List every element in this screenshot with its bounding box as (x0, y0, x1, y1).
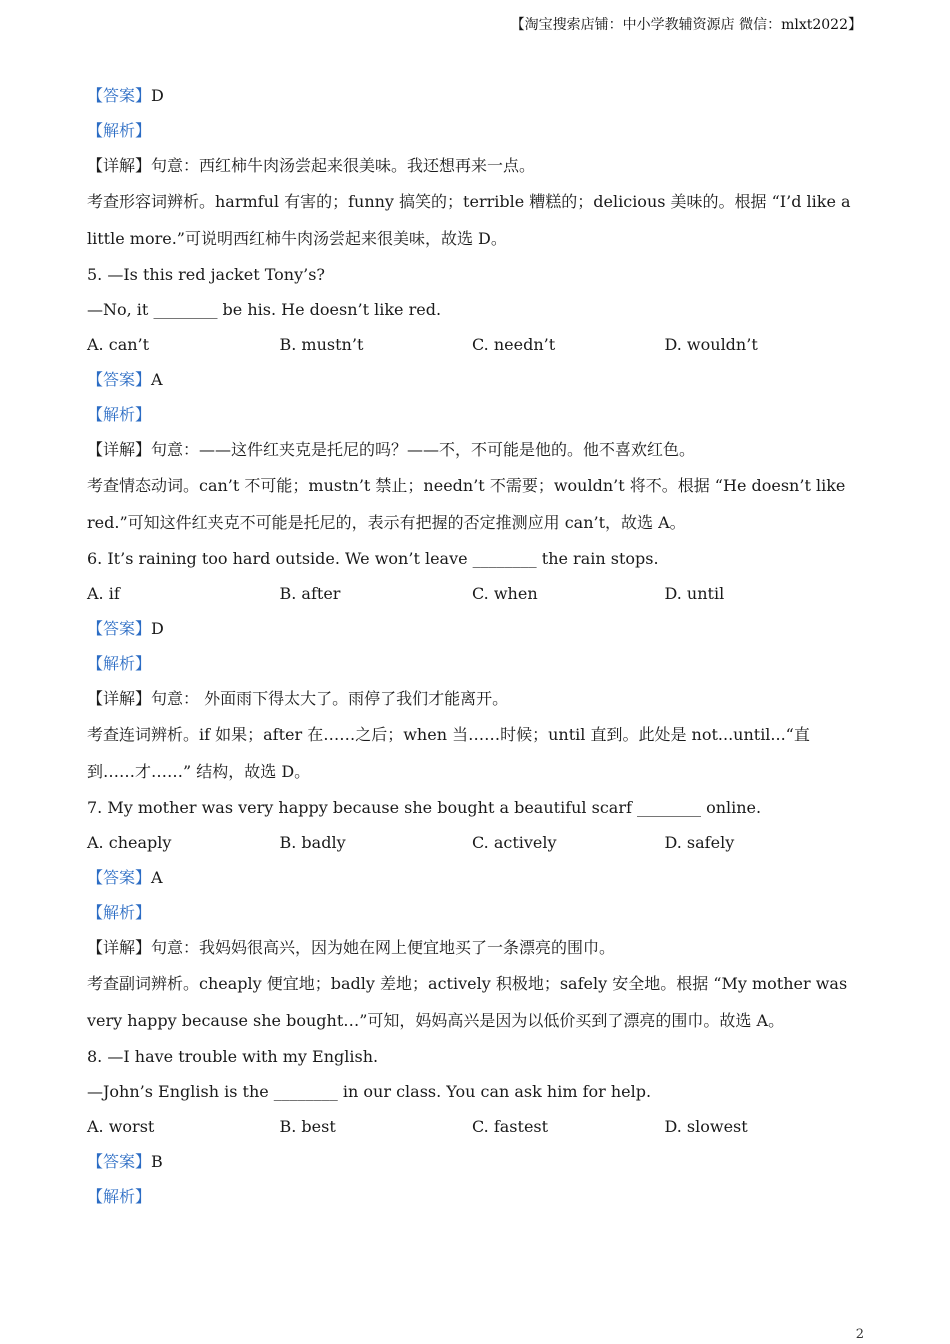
explanation-q7: 考查副词辨析。cheaply 便宜地；badly 差地；actively 积极地；safely 安全地。根据 “My mother was very happy because she bought…”可知，妈妈高兴是因为以低价买到了漂亮的围巾。故选 A。 (87, 974, 848, 1030)
analysis-line-q6 (87, 646, 857, 681)
page-number: 2 (855, 1327, 864, 1342)
detail-line-q6 (87, 681, 857, 716)
answer-label: 【答案】 (87, 1152, 152, 1171)
detail-meaning: 句意：我妈妈很高兴，因为她在网上便宜地买了一条漂亮的围巾。 (151, 938, 616, 957)
detail-meaning: 句意： 外面雨下得太大了。雨停了我们才能离开。 (151, 689, 509, 708)
analysis-line-q4 (87, 113, 857, 148)
question-7-options (87, 825, 857, 860)
answer-value: B (151, 1152, 163, 1171)
analysis-line-q5 (87, 397, 857, 432)
detail-label: 【详解】 (87, 938, 152, 957)
question-8-stem-2: —John’s English is the ________ in our class. You can ask him for help. (87, 1082, 652, 1101)
header-note: 【淘宝搜索店铺：中小学教辅资源店 微信：mlxt2022】 (510, 17, 862, 33)
option-c: C. needn’t (472, 335, 556, 354)
detail-label: 【详解】 (87, 440, 152, 459)
answer-line-q4 (87, 78, 857, 113)
analysis-label: 【解析】 (87, 903, 152, 922)
question-6-options (87, 576, 857, 611)
option-b: B. mustn’t (279, 335, 364, 354)
detail-label: 【详解】 (87, 689, 152, 708)
analysis-label: 【解析】 (87, 1187, 152, 1206)
explanation-q6: 考查连词辨析。if 如果；after 在……之后；when 当……时候；until 直到。此处是 not...until...“直到……才……” 结构，故选 D。 (87, 725, 810, 781)
explanation-q4: 考查形容词辨析。harmful 有害的；funny 搞笑的；terrible 糟糕的；delicious 美味的。根据 “I’d like a little more.”可说明西红柿牛肉汤尝起来很美味，故选 D。 (87, 192, 851, 248)
answer-label: 【答案】 (87, 619, 152, 638)
question-6-stem-1: 6. It’s raining too hard outside. We won’t leave ________ the rain stops. (87, 549, 659, 568)
analysis-label: 【解析】 (87, 121, 152, 140)
question-5-options (87, 327, 857, 362)
answer-label: 【答案】 (87, 370, 152, 389)
option-d: D. wouldn’t (664, 335, 758, 354)
option-b: B. best (279, 1117, 336, 1136)
detail-line-q5 (87, 432, 857, 467)
question-5-stem-1: 5. —Is this red jacket Tony’s? (87, 265, 325, 284)
option-c: C. actively (472, 833, 557, 852)
option-b: B. badly (279, 833, 346, 852)
analysis-label: 【解析】 (87, 654, 152, 673)
answer-label: 【答案】 (87, 86, 152, 105)
answer-line-q6 (87, 611, 857, 646)
detail-meaning: 句意：西红柿牛肉汤尝起来很美味。我还想再来一点。 (151, 156, 536, 175)
option-a: A. cheaply (87, 833, 172, 852)
answer-value: D (151, 86, 164, 105)
analysis-line-q7 (87, 895, 857, 930)
question-7-stem-1: 7. My mother was very happy because she bought a beautiful scarf ________ online. (87, 798, 762, 817)
answer-value: A (151, 868, 163, 887)
option-a: A. worst (87, 1117, 155, 1136)
option-c: C. fastest (472, 1117, 549, 1136)
detail-line-q7 (87, 930, 857, 965)
option-a: A. can’t (87, 335, 150, 354)
question-8-stem-1: 8. —I have trouble with my English. (87, 1047, 379, 1066)
question-5-stem-2: —No, it ________ be his. He doesn’t like red. (87, 300, 442, 319)
option-d: D. until (664, 584, 725, 603)
option-c: C. when (472, 584, 538, 603)
answer-line-q8 (87, 1144, 857, 1179)
analysis-line-q8 (87, 1179, 857, 1214)
answer-value: A (151, 370, 163, 389)
detail-label: 【详解】 (87, 156, 152, 175)
option-b: B. after (279, 584, 341, 603)
answer-line-q5 (87, 362, 857, 397)
explanation-q5: 考查情态动词。can’t 不可能；mustn’t 禁止；needn’t 不需要；wouldn’t 将不。根据 “He doesn’t like red.”可知这件红夹克不可能是托尼的，表示有把握的否定推测应用 can’t，故选 A。 (87, 476, 846, 532)
option-d: D. slowest (664, 1117, 748, 1136)
option-d: D. safely (664, 833, 735, 852)
analysis-label: 【解析】 (87, 405, 152, 424)
question-8-options (87, 1109, 857, 1144)
answer-value: D (151, 619, 164, 638)
detail-line-q4 (87, 148, 857, 183)
answer-label: 【答案】 (87, 868, 152, 887)
answer-line-q7 (87, 860, 857, 895)
option-a: A. if (87, 584, 120, 603)
detail-meaning: 句意：——这件红夹克是托尼的吗？——不，不可能是他的。他不喜欢红色。 (151, 440, 696, 459)
page-content (87, 78, 857, 1214)
